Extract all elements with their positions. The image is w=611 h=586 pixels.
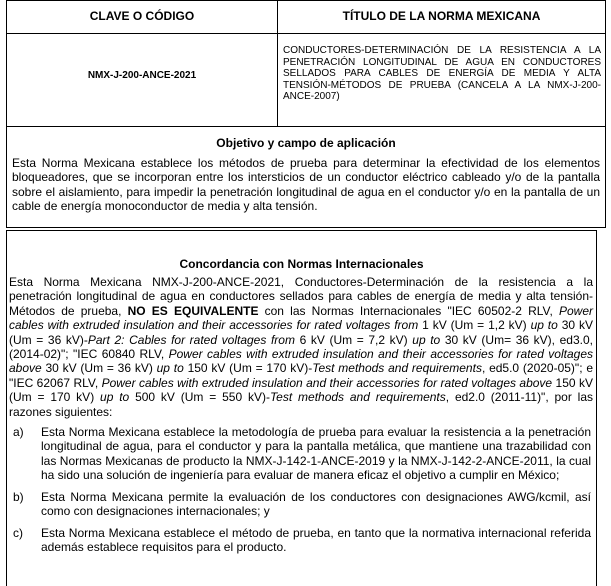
header-row <box>6 0 606 34</box>
concordancia-section <box>6 230 597 586</box>
objetivo-text: Esta Norma Mexicana establece los métodos de prueba para determinar la efectividad de los elementos bloqueadores, que se incorporan entre los intersticios de un conductor eléctrico cableado y/o de la pantalla sobre el aislamiento, para impedir la penetración longitudinal de agua en el conductor y/o en la pantalla de un cable de energía monoconductor de media y alta tensión. <box>12 156 600 214</box>
header-titulo: TÍTULO DE LA NORMA MEXICANA <box>342 9 541 23</box>
list-item <box>13 526 591 555</box>
norma-clave: NMX-J-200-ANCE-2021 <box>87 70 197 81</box>
norma-divider <box>277 34 278 126</box>
norma-titulo: CONDUCTORES-DETERMINACIÓN DE LA RESISTENCIA A LA PENETRACIÓN LONGITUDINAL DE AGUA EN CONDUCTORES SELLADOS PARA CABLES DE ENERGÍA DE MEDIA Y ALTA TENSIÓN-MÉTODOS DE PRUEBA (CANCELA A LA NMX-J-200-ANCE-2007) <box>283 45 601 103</box>
concordancia-paragraph: Esta Norma Mexicana NMX-J-200-ANCE-2021, Conductores-Determinación de la resistencia a la penetración longitudinal de agua en conductores sellados para cables de energía de media y alta tensión-Métodos de prueba, NO ES EQUIVALENTE con las Normas Internacionales "IEC 60502-2 RLV, Power cables with extruded insulation and their accessories for rated voltages from 1 kV (Um = 1,2 kV) up to 30 kV (Um = 36 kV)-Part 2: Cables for rated voltages from 6 kV (Um = 7,2 kV) up to 30 kV (Um= 36 kV), ed3.0, (2014-02)"; "IEC 60840 RLV, Power cables with extruded insulation and their accessories for rated voltages above 30 kV (Um = 36 kV) up to 150 kV (Um = 170 kV)-Test methods and requirements, ed5.0 (2020-05)"; e "IEC 62067 RLV, Power cables with extruded insulation and their accessories for rated voltages above 150 kV (Um = 170 kV) up to 500 kV (Um = 550 kV)-Test methods and requirements, ed2.0 (2011-11)", por las razones siguientes: <box>9 275 594 419</box>
list-item <box>13 425 591 483</box>
list-item-text: Esta Norma Mexicana establece el método de prueba, en tanto que la normativa internacional referida además establece requisitos para el producto. <box>41 526 591 555</box>
list-item-text: Esta Norma Mexicana permite la evaluación de los conductores con designaciones AWG/kcmil, así como con designaciones internacionales; y <box>41 490 591 519</box>
concordancia-heading: Concordancia con Normas Internacionales <box>179 257 424 271</box>
list-item-letter: b) <box>13 490 24 504</box>
objetivo-section <box>6 126 606 228</box>
list-item-letter: a) <box>13 425 24 439</box>
objetivo-heading: Objetivo y campo de aplicación <box>216 136 396 150</box>
list-item <box>13 490 591 519</box>
norma-row <box>6 33 606 127</box>
list-item-letter: c) <box>13 526 23 540</box>
list-item-text: Esta Norma Mexicana establece la metodología de prueba para evaluar la resistencia a la penetración longitudinal de agua, para el conductor y para la pantalla metálica, que mantiene una trazabilidad con las Normas Mexicanas de producto la NMX-J-142-1-ANCE-2019 y la NMX-J-142-2-ANCE-2011, la cual ha sido una solución de ingeniería para evaluar de manera eficaz el objetivo a cumplir en México; <box>41 425 591 483</box>
header-clave: CLAVE O CÓDIGO <box>89 9 195 23</box>
